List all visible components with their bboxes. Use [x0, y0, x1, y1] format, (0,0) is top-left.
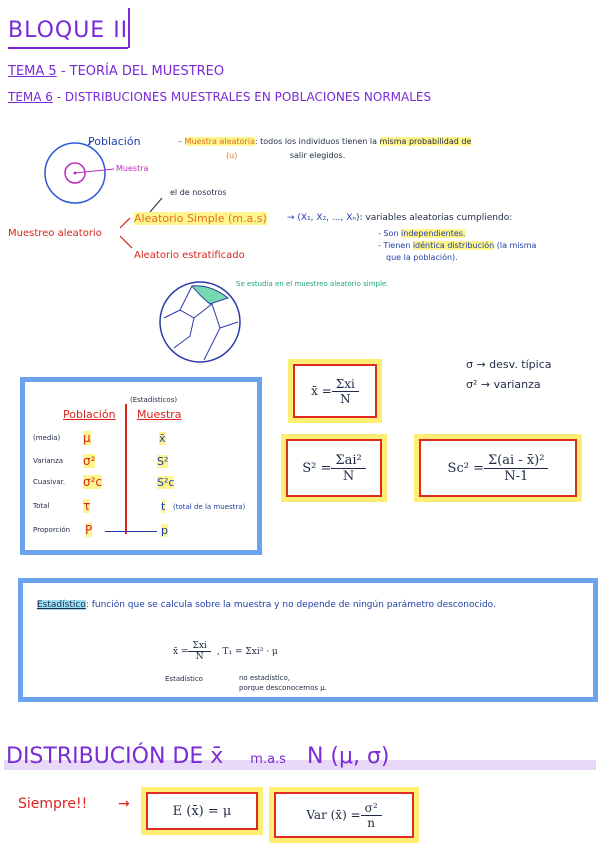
aleatorio-simple-text: Aleatorio Simple (m.a.s) — [134, 212, 267, 225]
misma-probabilidad: misma probabilidad de — [379, 137, 472, 146]
row-label: Proporción — [33, 526, 71, 534]
estadistico-def-text: : función que se calcula sobre la muestra y no depende de ningún parámetro desconocido. — [85, 600, 496, 610]
aleatorio-simple-label — [134, 212, 267, 225]
identica-text: idéntica distribución — [412, 241, 495, 250]
variance-xbar-box — [274, 792, 414, 838]
col-muestra — [137, 408, 182, 421]
bloque-label: BLOQUE II — [8, 18, 129, 43]
no-estadistico-b: porque desconocemos μ. — [239, 684, 327, 692]
sigma-notes — [466, 355, 552, 395]
tuple-label — [287, 213, 512, 223]
sigma-var: σ² → varianza — [466, 378, 541, 391]
table-row — [33, 476, 253, 492]
siempre-label: Siempre!! — [18, 796, 88, 812]
no-estadistico-label — [239, 673, 327, 693]
estadistico-def — [37, 597, 577, 613]
col-muestra-text: Muestra — [137, 408, 182, 421]
estadistico-box — [18, 578, 598, 702]
poblacion-label: Población — [88, 135, 141, 148]
u-mark: (u) — [226, 151, 238, 160]
total-note: (total de la muestra) — [173, 503, 246, 511]
se-estudia-note: Se estudia en el muestreo aleatorio simple. — [236, 280, 389, 288]
cvar-frac — [484, 453, 548, 484]
row-pop: σ²c — [83, 475, 103, 489]
muestra-label: Muestra — [116, 164, 149, 173]
siempre-arrow: → — [118, 796, 130, 812]
cvar-den: N-1 — [504, 468, 529, 484]
muestra-aleatoria-def: – Muestra aleatoria: todos los individuos tienen la misma probabilidad de (u) salir elegidos. — [178, 137, 472, 160]
muestra-aleatoria-term: Muestra aleatoria — [184, 137, 255, 146]
distribucion-title-text: DISTRIBUCIÓN DE x̄ — [6, 744, 224, 769]
tema6-line — [8, 90, 431, 104]
row-mue: p — [161, 524, 168, 537]
independientes-text: independientes. — [401, 229, 466, 238]
mean-num: Σxi — [332, 377, 359, 392]
cvar-num: Σ(ai - x̄)² — [484, 453, 548, 469]
estadistico-term: Estadístico — [37, 600, 86, 610]
mas-text: m.a.s — [250, 752, 286, 767]
row-label: Varianza — [33, 457, 64, 465]
muestra-aleatoria-text: : todos los individuos tienen la — [254, 137, 377, 146]
tienen-text: - Tienen — [378, 241, 411, 250]
table-row — [33, 455, 253, 471]
tema5-title: - TEORÍA DEL MUESTREO — [60, 64, 225, 79]
ex1-frac — [188, 641, 210, 662]
row-mue: x̄ — [159, 432, 166, 445]
exp-text: E (x̄) = μ — [172, 803, 232, 819]
varx-den: n — [367, 815, 375, 830]
row-arrow — [105, 531, 157, 532]
la-misma-text: (la misma — [496, 241, 537, 250]
row-pop: μ — [83, 431, 91, 445]
row-mue: S²c — [157, 476, 175, 489]
row-pop: τ — [83, 499, 91, 513]
table-row — [33, 432, 253, 448]
mean-lhs: x̄ = — [311, 384, 332, 398]
cuasivar-formula-box — [419, 439, 577, 497]
bloque-underline — [8, 47, 128, 49]
varx-frac — [361, 801, 382, 830]
ex1-den: N — [195, 652, 204, 662]
ex2: , T₁ = Σxi² · μ — [216, 646, 278, 657]
mean-formula-box — [293, 364, 377, 418]
ex1-lhs: x̄ = — [173, 646, 189, 657]
mean-den: N — [340, 391, 351, 406]
var-lhs: S² = — [302, 460, 332, 476]
distribucion-title — [6, 744, 390, 769]
varx-lhs: Var (x̄) = — [306, 808, 361, 822]
cvar-lhs: Sc² = — [447, 460, 484, 476]
tema6-label: TEMA 6 — [8, 90, 53, 104]
son-text: - Son — [378, 229, 399, 238]
el-de-nosotros: el de nosotros — [170, 188, 227, 197]
estratificado-label: Aleatorio estratificado — [134, 250, 245, 261]
estadistico-examples — [173, 641, 278, 662]
no-estadistico-a: no estadístico, — [239, 674, 291, 682]
variables-text: : variables aleatorias cumpliendo: — [359, 213, 513, 223]
tema5-label: TEMA 5 — [8, 64, 57, 79]
var-frac — [331, 453, 365, 484]
que-poblacion-text: que la población). — [386, 253, 458, 262]
row-mue: S² — [157, 455, 169, 468]
comparison-table-box — [20, 377, 262, 555]
row-pop: P — [85, 523, 93, 537]
col-poblacion — [63, 408, 116, 421]
var-den: N — [342, 468, 355, 484]
tuple-text: → (X₁, X₂, ..., Xₙ) — [287, 213, 360, 223]
row-label: Total — [33, 502, 50, 510]
tema5-line — [8, 64, 224, 79]
sigma-desv: σ → desv. típica — [466, 358, 552, 371]
tema6-title: - DISTRIBUCIONES MUESTRALES EN POBLACIONES NORMALES — [56, 90, 432, 104]
bloque-bar — [128, 8, 130, 48]
col-poblacion-text: Población — [63, 408, 116, 421]
table-row — [33, 500, 253, 516]
conditions-list — [378, 228, 593, 264]
sphere-diagram — [150, 278, 250, 368]
row-label: Cuasivar. — [33, 478, 66, 486]
variance-formula-box — [286, 439, 382, 497]
row-pop: σ² — [83, 454, 96, 468]
varx-num: σ² — [361, 801, 382, 816]
expectation-box — [146, 792, 258, 830]
estadistico-label: Estadístico — [165, 675, 203, 683]
mean-frac — [332, 377, 359, 406]
salir-elegidos: salir elegidos. — [289, 151, 346, 160]
row-mue: t — [161, 500, 166, 513]
muestreo-aleatorio-label: Muestreo aleatorio — [8, 228, 102, 239]
var-num: Σai² — [331, 453, 365, 469]
row-label: (media) — [33, 434, 61, 442]
ex1-num: Σxi — [188, 641, 210, 652]
table-row — [33, 524, 253, 540]
estadisticos-label: (Estadísticos) — [130, 396, 178, 404]
normal-text: N (μ, σ) — [306, 744, 390, 769]
bloque-title — [8, 18, 128, 43]
